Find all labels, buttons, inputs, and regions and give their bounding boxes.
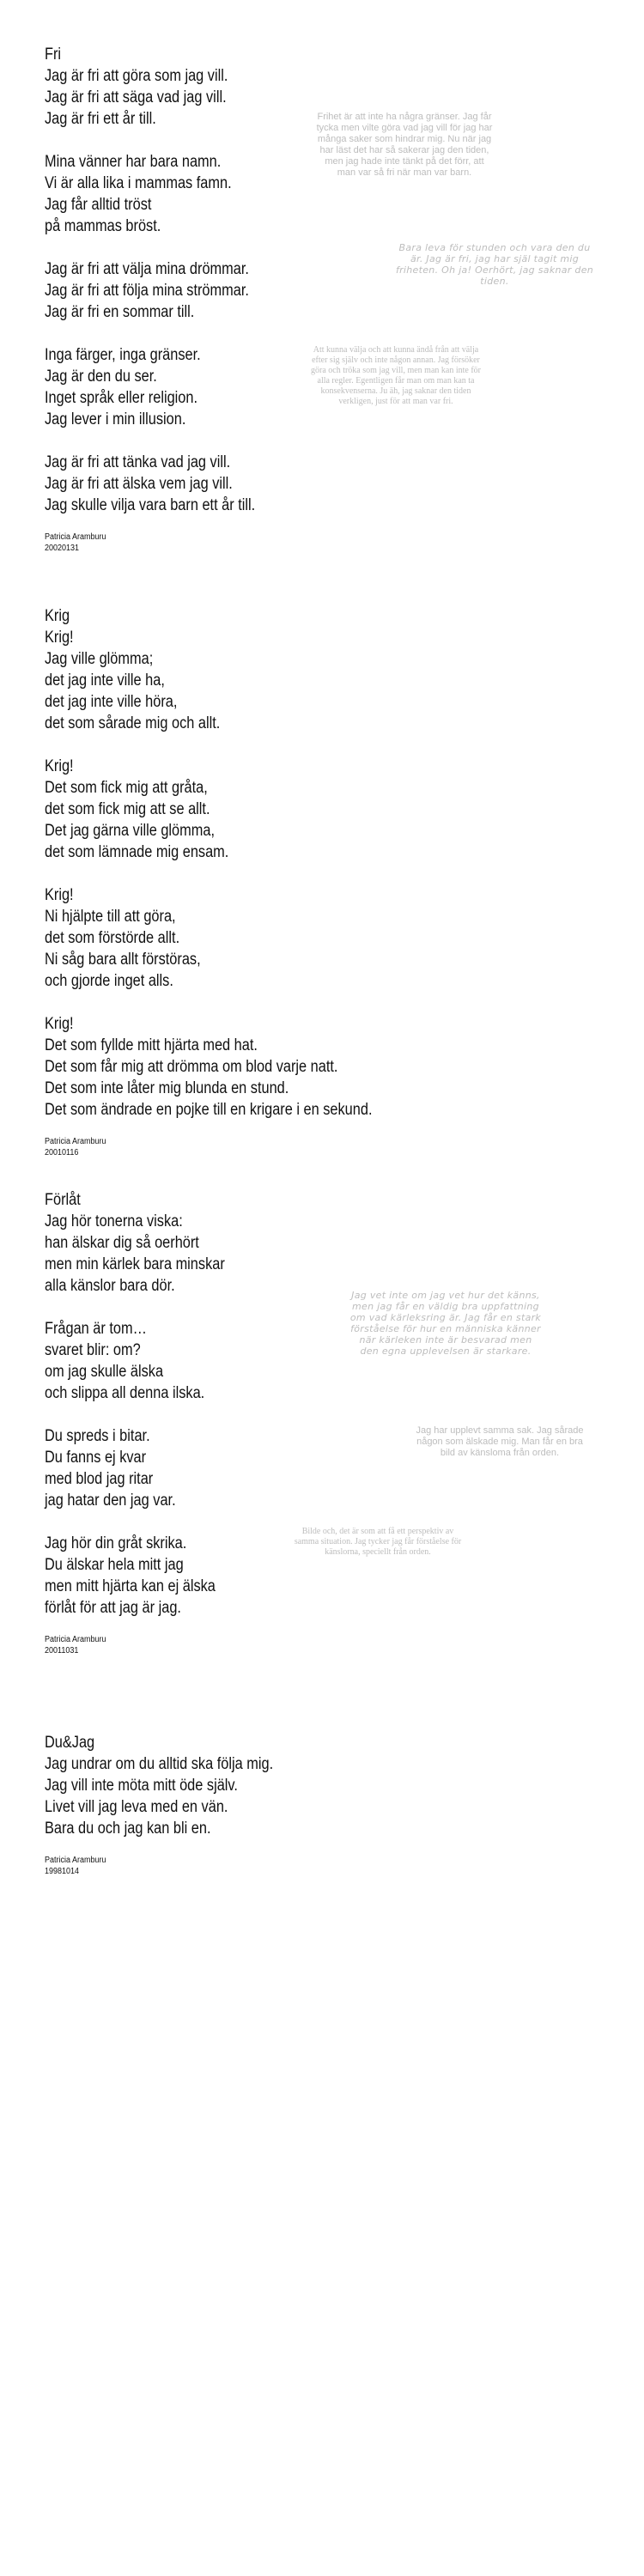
poem-line: men mitt hjärta kan ej älska — [45, 1577, 216, 1595]
poem-line: Det som får mig att drömma om blod varje natt. — [45, 1058, 338, 1076]
stanza-break — [45, 323, 443, 344]
poem-line: det som sårade mig och allt. — [45, 714, 221, 732]
poem-line: på mammas bröst. — [45, 217, 161, 235]
poem-line: Jag vill inte möta mitt öde själv. — [45, 1777, 238, 1795]
poem-line: Jag lever i min illusion. — [45, 410, 186, 428]
poem-date: 19981014 — [45, 1867, 80, 1876]
poem-line: det som förstörde allt. — [45, 929, 180, 947]
stanza-break — [45, 1404, 443, 1425]
stanza-break — [45, 863, 443, 884]
signature — [45, 1855, 508, 1877]
reader-comment: Bilde och, det är som att få ett perspektiv av samma situation. Jag tycker jag får förståelse för känslorna, speciellt från orden. — [294, 1527, 462, 1557]
poem-forlat — [45, 1190, 508, 1656]
poem-line: Inget språk eller religion. — [45, 389, 198, 407]
poem-line: Krig! — [45, 757, 74, 775]
poem-line: Det jag gärna ville glömma, — [45, 822, 215, 840]
poem-line: Jag ville glömma; — [45, 650, 154, 668]
poem-line: jag hatar den jag var. — [45, 1492, 176, 1510]
poem-line: Krig! — [45, 1015, 74, 1033]
stanza-break — [45, 237, 443, 258]
poem-line: han älskar dig så oerhört — [45, 1234, 199, 1252]
signature — [45, 1136, 508, 1158]
poem-line: Jag är den du ser. — [45, 368, 157, 386]
stanza-break — [45, 734, 443, 756]
poem-line: Bara du och jag kan bli en. — [45, 1820, 211, 1838]
poem-line: Jag är fri en sommar till. — [45, 303, 195, 321]
poem-line: Jag hör din gråt skrika. — [45, 1534, 187, 1552]
poem-line: Frågan är tom… — [45, 1320, 147, 1338]
poem-line: det jag inte ville ha, — [45, 671, 165, 690]
reader-comment: Frihet är att inte ha några gränser. Jag får tycka men vilte göra vad jag vill för jag har många saker som hindrar mig. Nu när jag har läst det har så sakerar jag den tiden, men jag hade inte tänkt på det förr, att man var så fri när man var barn. — [316, 112, 493, 178]
poem-line: Krig! — [45, 886, 74, 904]
poem-line: svaret blir: om? — [45, 1341, 141, 1359]
reader-comment: Bara leva för stunden och vara den du är. Jag är fri, jag har själ tagit mig friheten. Oh ja! Oerhört, jag saknar den tiden. — [395, 242, 594, 287]
stanza-break — [45, 430, 443, 452]
poem-author: Patricia Aramburu — [45, 1137, 106, 1146]
poem-line: och slippa all denna ilska. — [45, 1384, 205, 1402]
poem-line: men min kärlek bara minskar — [45, 1255, 225, 1273]
poem-line: Ni hjälpte till att göra, — [45, 908, 176, 926]
poem-line: Inga färger, inga gränser. — [45, 346, 201, 364]
poem-title: Förlåt — [45, 1191, 81, 1209]
poem-author: Patricia Aramburu — [45, 1635, 106, 1644]
poem-du-och-jag — [45, 1733, 508, 1877]
poem-author: Patricia Aramburu — [45, 532, 106, 542]
poem-line: Livet vill jag leva med en vän. — [45, 1798, 228, 1816]
poem-line: Jag är fri att älska vem jag vill. — [45, 475, 233, 493]
poem-line: Jag är fri att välja mina drömmar. — [45, 260, 249, 278]
poem-line: Vi är alla lika i mammas famn. — [45, 174, 232, 192]
poem-line: Jag är fri att göra som jag vill. — [45, 67, 228, 85]
poem-line: Du spreds i bitar. — [45, 1427, 150, 1445]
poem-title: Fri — [45, 46, 62, 64]
poem-line: och gjorde inget alls. — [45, 972, 173, 990]
signature — [45, 532, 508, 554]
poem-line: det som lämnade mig ensam. — [45, 843, 229, 861]
poem-line: Det som fick mig att gråta, — [45, 779, 208, 797]
poem-krig — [45, 606, 508, 1158]
poem-line: Det som fyllde mitt hjärta med hat. — [45, 1036, 258, 1054]
poem-line: Det som ändrade en pojke till en krigare i en sekund. — [45, 1101, 373, 1119]
poem-body — [45, 627, 508, 1121]
stanza-break — [45, 992, 443, 1013]
poem-date: 20020131 — [45, 544, 80, 553]
poem-line: med blod jag ritar — [45, 1470, 154, 1488]
poem-line: Jag är fri att följa mina strömmar. — [45, 282, 249, 300]
poem-title: Krig — [45, 607, 70, 625]
poem-line: Mina vänner har bara namn. — [45, 153, 222, 171]
poem-line: Jag får alltid tröst — [45, 196, 152, 214]
poem-line: Ni såg bara allt förstöras, — [45, 951, 201, 969]
poem-line: det som fick mig att se allt. — [45, 800, 210, 818]
poem-line: förlåt för att jag är jag. — [45, 1599, 181, 1617]
reader-comment: Jag har upplevt samma sak. Jag sårade någon som älskade mig. Man får en bra bild av känsloma från orden. — [416, 1425, 584, 1458]
poem-author: Patricia Aramburu — [45, 1856, 106, 1865]
poem-line: om jag skulle älska — [45, 1363, 164, 1381]
poem-date: 20010116 — [45, 1148, 79, 1157]
poem-line: Krig! — [45, 629, 74, 647]
poem-body — [45, 1753, 508, 1839]
poem-line: Jag är fri att tänka vad jag vill. — [45, 453, 231, 471]
poem-line: alla känslor bara dör. — [45, 1277, 175, 1295]
poem-line: Jag hör tonerna viska: — [45, 1212, 183, 1230]
reader-comment: Att kunna välja och att kunna ändå från att välja efter sig själv och inte någon annan. Jag försöker göra och tröka som jag vill, men man kan inte för alla regler. Egentligen får man om man kan ta konsekvenserna. Ju äh, jag saknar den tiden verkligen, just för att man var fri. — [310, 345, 481, 406]
poem-line: Du fanns ej kvar — [45, 1449, 147, 1467]
signature — [45, 1634, 508, 1656]
poem-line: Det som inte låter mig blunda en stund. — [45, 1079, 289, 1097]
poem-line: Jag är fri att säga vad jag vill. — [45, 88, 227, 106]
poem-line: det jag inte ville höra, — [45, 693, 178, 711]
poem-line: Du älskar hela mitt jag — [45, 1556, 184, 1574]
poem-line: Jag skulle vilja vara barn ett år till. — [45, 496, 256, 514]
poem-line: Jag är fri ett år till. — [45, 110, 156, 128]
poem-date: 20011031 — [45, 1646, 79, 1656]
poem-line: Jag undrar om du alltid ska följa mig. — [45, 1755, 274, 1773]
reader-comment: Jag vet inte om jag vet hur det känns, men jag får en väldig bra uppfattning om vad kärleksring är. Jag får en stark förståelse för hur en människa känner när kärleken inte är besvarad men den egna upplevelsen är starkare. — [349, 1290, 542, 1357]
poem-title: Du&Jag — [45, 1734, 95, 1752]
